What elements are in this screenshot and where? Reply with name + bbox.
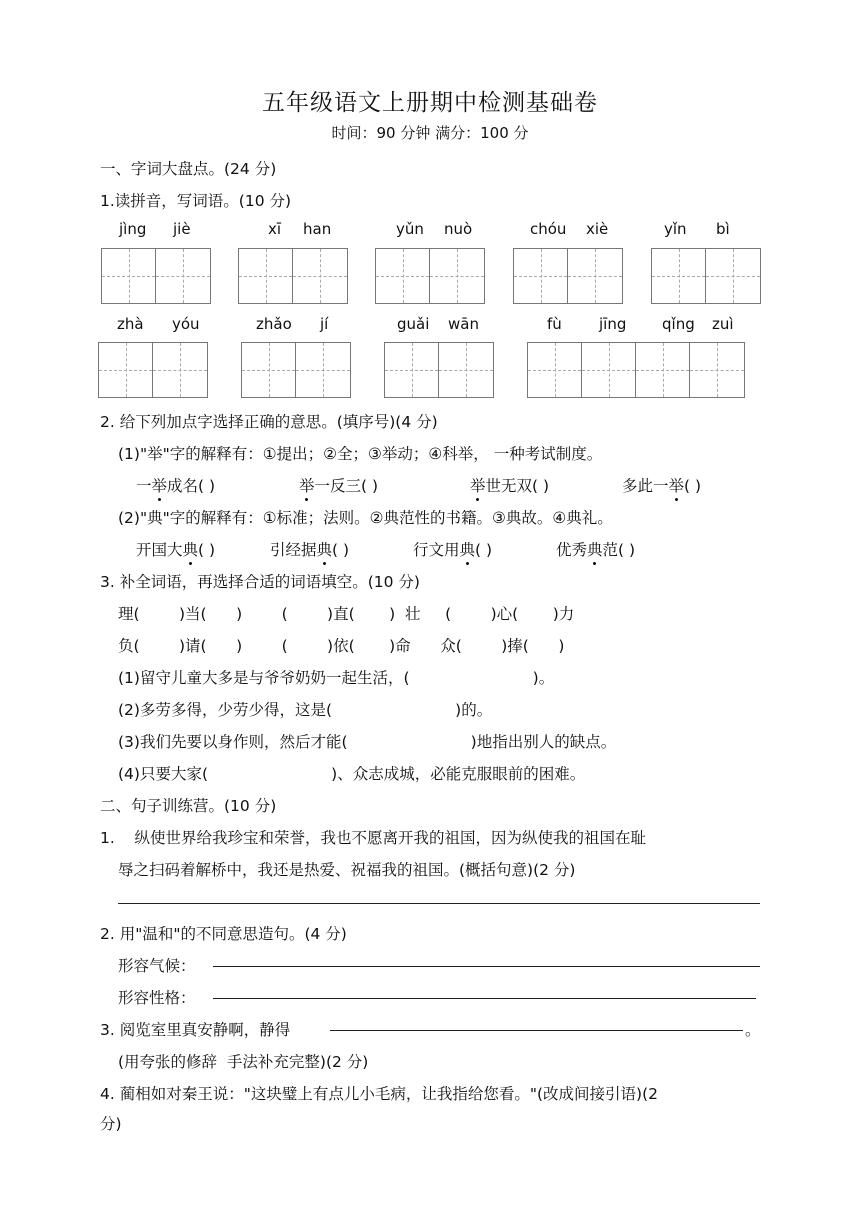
q3-sentence-1: (1)留守儿童大多是与爷爷奶奶一起生活，( )。 [118,669,555,687]
pinyin: jí [320,315,329,333]
writing-grid[interactable] [513,248,623,304]
pinyin: yǔn [396,220,424,238]
pinyin: guǎi [397,315,430,333]
page-title: 五年级语文上册期中检测基础卷 [262,90,598,116]
q2-word: 举一反三( ) [299,474,378,496]
pinyin: jìng [119,220,147,238]
s2-q4-line1: 4. 蔺相如对秦王说："这块璧上有点儿小毛病，让我指给您看。"(改成间接引语)(2 [100,1085,658,1103]
s2-q2-personality: 形容性格： [118,989,196,1007]
q1-label: 1.读拼音，写词语。(10 分) [100,192,292,210]
s2-q3-note: (用夸张的修辞 手法补充完整)(2 分) [118,1053,369,1071]
answer-line[interactable] [213,966,760,967]
q2-part2: (2)"典"字的解释有：①标准；法则。②典范性的书籍。③典故。④典礼。 [118,509,613,527]
pinyin: xiè [586,220,609,238]
writing-grid[interactable] [101,248,211,304]
s2-q2-climate: 形容气候： [118,957,196,975]
pinyin: han [303,220,332,238]
section-2-heading: 二、句子训练营。(10 分) [100,797,277,815]
q2-word: 引经据典( ) [270,538,349,560]
pinyin: xī [268,220,282,238]
pinyin: wān [448,315,479,333]
q3-row2: 负( )请( ) ( )依( )命 众( )捧( ) [118,637,565,655]
s2-q1-line2: 辱之扫码着解桥中，我还是热爱、祝福我的祖国。(概括句意)(2 分) [118,861,576,879]
s2-q3-end: 。 [745,1021,761,1039]
writing-grid[interactable] [238,248,348,304]
writing-grid[interactable] [384,342,494,398]
answer-line[interactable] [213,998,756,999]
pinyin: zhǎo [256,315,292,333]
q2-label: 2. 给下列加点字选择正确的意思。(填序号)(4 分) [100,413,438,431]
q3-label: 3. 补全词语，再选择合适的词语填空。(10 分) [100,573,420,591]
answer-line[interactable] [330,1030,743,1031]
pinyin: zhà [117,315,144,333]
pinyin: bì [716,220,730,238]
writing-grid[interactable] [527,342,745,398]
pinyin: yóu [172,315,200,333]
pinyin: fù [547,315,562,333]
q2-word: 开国大典( ) [136,538,215,560]
q3-sentence-2: (2)多劳多得，少劳少得，这是( )的。 [118,701,493,719]
q3-sentence-4: (4)只要大家( )、众志成城，必能克服眼前的困难。 [118,765,586,783]
q2-word: 行文用典( ) [413,538,492,560]
pinyin: yǐn [664,220,687,238]
section-1-heading: 一、字词大盘点。(24 分) [100,160,277,178]
pinyin: jiè [173,220,191,238]
q2-word: 举世无双( ) [470,474,549,496]
writing-grid[interactable] [651,248,761,304]
writing-grid[interactable] [375,248,485,304]
s2-q4-line2: 分) [100,1115,122,1133]
pinyin: jīng [599,315,627,333]
s2-q1-line1: 1. 纵使世界给我珍宝和荣誉，我也不愿离开我的祖国，因为纵使我的祖国在耻 [100,829,646,847]
answer-line[interactable] [118,903,760,904]
q3-row1: 理( )当( ) ( )直( ) 壮 ( )心( )力 [118,605,575,623]
pinyin: nuò [444,220,473,238]
s2-q3-text: 3. 阅览室里真安静啊，静得 [100,1021,291,1039]
exam-info: 时间：90 分钟 满分：100 分 [331,124,529,142]
pinyin: chóu [530,220,567,238]
q2-part1: (1)"举"字的解释有：①提出；②全；③举动；④科举， 一种考试制度。 [118,445,603,463]
q2-word: 多此一举( ) [622,474,701,496]
pinyin: zuì [712,315,734,333]
s2-q2-label: 2. 用"温和"的不同意思造句。(4 分) [100,925,347,943]
pinyin: qǐng [662,315,695,333]
q3-sentence-3: (3)我们先要以身作则，然后才能( )地指出别人的缺点。 [118,733,617,751]
q2-word: 一举成名( ) [136,474,215,496]
writing-grid[interactable] [98,342,208,398]
writing-grid[interactable] [241,342,351,398]
q2-word: 优秀典范( ) [556,538,635,560]
